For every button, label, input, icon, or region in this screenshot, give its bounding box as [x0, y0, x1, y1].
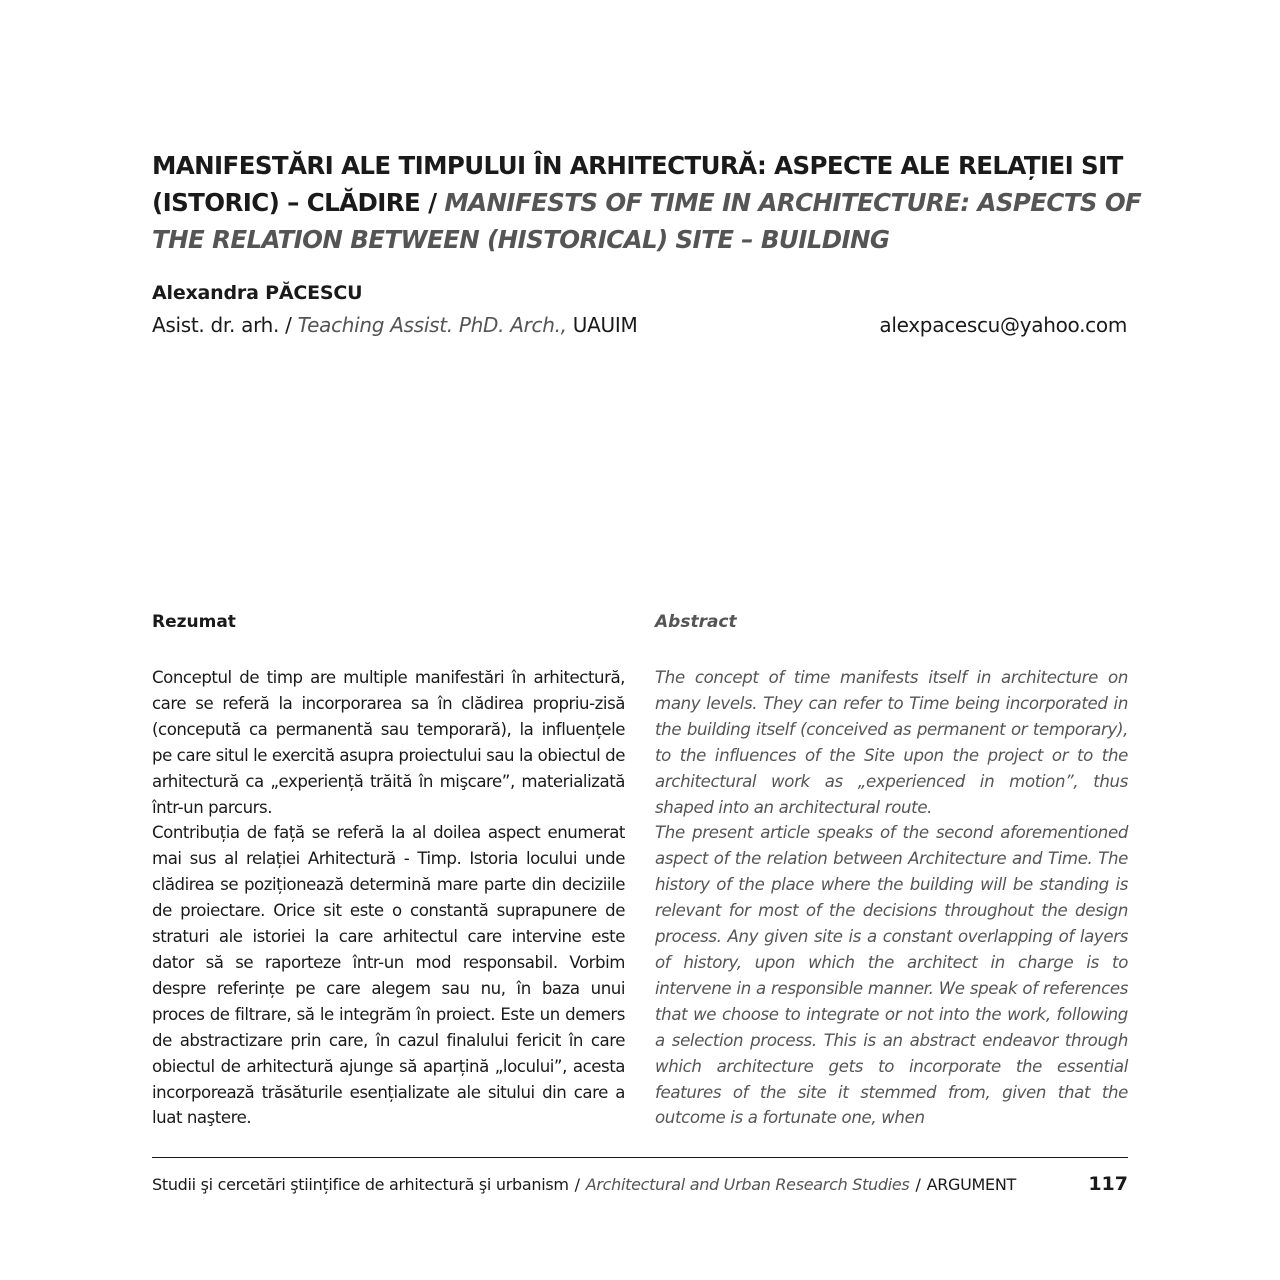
abstract-en-paragraph: The concept of time manifests itself in architecture on many levels. They can refer to Time being incorporated in the building itself (conceived as permanent or temporary), to the influences of the Site upon the project or to the architectural work as „experienced in motion”, thus shaped into an architectural route.: [655, 668, 1128, 817]
abstract-en-body: [655, 665, 1128, 1131]
abstract-ro-paragraph: Contribuția de față se referă la al doilea aspect enumerat mai sus al relației Arhitectură - Timp. Istoria locului unde clădirea se poziționează determină mare parte din deciziile de proiectare. Orice sit este o constantă suprapunere de straturi ale istoriei la care arhitectul care intervine este dator să se raporteze într-un mod responsabil. Vorbim despre referințe pe care alegem sau nu, în baza unui proces de filtrare, să le integrăm în proiect. Este un demers de abstractizare prin care, în cazul finalului fericit în care obiectul de arhitectură ajunge să aparțină „locului”, acesta incorporează trăsăturile esențializate ale sitului din care a luat naştere.: [152, 823, 625, 1128]
journal-series: ARGUMENT: [926, 1175, 1016, 1194]
title-romanian: MANIFESTĂRI ALE TIMPULUI ÎN ARHITECTURĂ: ASPECTE ALE RELAȚIEI SIT (ISTORIC) – CLĂDIRE /: [152, 151, 1123, 217]
affiliation-title-en: Teaching Assist. PhD. Arch.,: [297, 313, 567, 337]
footer-separator: /: [574, 1175, 580, 1194]
author-name: Alexandra PĂCESCU: [152, 282, 363, 304]
abstract-ro-heading: Rezumat: [152, 612, 236, 632]
footer-separator: /: [915, 1175, 921, 1194]
article-title: [152, 147, 1142, 258]
author-email[interactable]: alexpacescu@yahoo.com: [879, 313, 1127, 337]
journal-name-en: Architectural and Urban Research Studies: [585, 1175, 910, 1194]
footer-divider: [152, 1157, 1128, 1158]
page-number: 117: [1088, 1173, 1128, 1195]
abstract-romanian: [152, 612, 625, 1131]
affiliation-title-ro: Asist. dr. arh. /: [152, 313, 292, 337]
title-english: MANIFESTS OF TIME IN ARCHITECTURE: ASPECTS OF THE RELATION BETWEEN (HISTORICAL) SITE – BUILDING: [152, 188, 1142, 254]
abstract-ro-paragraph: Conceptul de timp are multiple manifestări în arhitectură, care se referă la incorporarea sa în clădirea propriu-zisă (concepută ca permanentă sau temporară), la influențele pe care situl le exercită asupra proiectului sau la obiectul de arhitectură ca „experiență trăită în mişcare”, materializată într-un parcurs.: [152, 668, 625, 817]
abstract-ro-body: [152, 665, 625, 1131]
author-affiliation: [152, 313, 637, 337]
abstract-english: [655, 612, 1128, 1131]
journal-name-ro: Studii şi cercetări ştiințifice de arhitectură şi urbanism: [152, 1175, 569, 1194]
abstract-en-heading: Abstract: [655, 612, 737, 632]
affiliation-institution: UAUIM: [572, 313, 638, 337]
running-footer: [152, 1175, 1016, 1194]
abstract-en-paragraph: The present article speaks of the second aforementioned aspect of the relation between Architecture and Time. The history of the place where the building will be standing is relevant for most of the decisions throughout the design process. Any given site is a constant overlapping of layers of history, upon which the architect in charge is to intervene in a responsible manner. We speak of references that we choose to integrate or not into the work, following a selection process. This is an abstract endeavor through which architecture gets to incorporate the essential features of the site it stemmed from, given that the outcome is a fortunate one, when: [655, 823, 1128, 1128]
